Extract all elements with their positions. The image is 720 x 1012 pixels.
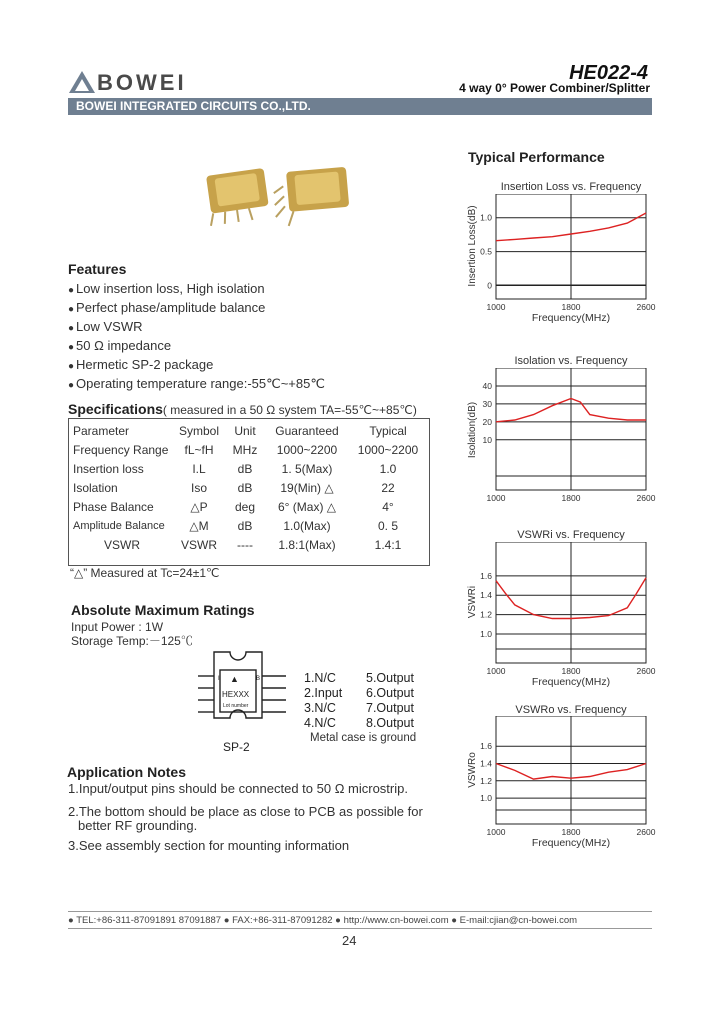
table-cell: 1.0(Max) xyxy=(283,518,331,533)
table-header: Typical xyxy=(369,423,407,438)
x-tick-label: 1000 xyxy=(486,827,506,837)
x-tick-label: 1800 xyxy=(561,827,581,837)
logo-icon xyxy=(68,70,96,94)
table-cell: dB xyxy=(237,461,253,476)
pin-label: 1.N/C xyxy=(304,671,336,685)
app-note-1: 1.Input/output pins should be connected to 50 Ω microstrip. xyxy=(68,781,408,796)
company-name: BOWEI INTEGRATED CIRCUITS CO.,LTD. xyxy=(76,99,311,113)
list-item: ● Low insertion loss, High isolation xyxy=(68,280,325,299)
footer-fax: FAX:+86-311-87091282 xyxy=(232,915,333,926)
vswro-chart xyxy=(455,716,665,866)
x-tick-label: 1000 xyxy=(486,666,506,676)
table-cell: 1.4:1 xyxy=(374,537,402,552)
chart-title: VSWRo vs. Frequency xyxy=(515,704,627,716)
footer-divider-top xyxy=(68,911,652,912)
ratings-list xyxy=(71,620,193,648)
app-note-2-cont: better RF grounding. xyxy=(78,818,198,833)
y-axis-label: Insertion Loss(dB) xyxy=(467,205,478,287)
x-tick-label: 1000 xyxy=(486,493,506,503)
svg-text:B: B xyxy=(256,676,261,682)
chart-title: Insertion Loss vs. Frequency xyxy=(500,181,642,193)
table-cell: I.L xyxy=(192,461,206,476)
table-cell: 1000~2200 xyxy=(357,442,419,457)
bullet-icon: ● xyxy=(451,915,460,926)
storage-temp: Storage Temp:－125℃ xyxy=(71,634,193,648)
pin-label: 7.Output xyxy=(366,701,414,715)
table-cell: 4° xyxy=(382,499,394,514)
table-cell: △M xyxy=(189,518,209,533)
app-notes-title: Application Notes xyxy=(67,764,187,780)
isolation-chart xyxy=(455,368,665,510)
table-cell: Isolation xyxy=(73,480,118,495)
list-item: ● Operating temperature range:-55℃~+85℃ xyxy=(68,375,325,394)
spec-table xyxy=(71,421,427,554)
footer-email[interactable]: E-mail:cjian@cn-bowei.com xyxy=(459,915,578,926)
list-item: ● Hermetic SP-2 package xyxy=(68,356,325,375)
y-tick-label: 0 xyxy=(487,280,492,291)
table-cell: 6° (Max) △ xyxy=(277,499,337,514)
package-label: SP-2 xyxy=(223,740,250,754)
table-header-row xyxy=(71,421,427,440)
y-tick-label: 1.4 xyxy=(480,590,492,601)
table-cell: Frequency Range xyxy=(73,442,169,457)
y-tick-label: 1.6 xyxy=(480,741,492,752)
y-tick-label: 1.0 xyxy=(480,793,492,804)
x-tick-label: 1000 xyxy=(486,302,506,312)
table-row xyxy=(71,497,427,516)
bullet-icon: ● xyxy=(335,915,344,926)
vswri-chart xyxy=(455,542,665,694)
table-cell: 19(Min) △ xyxy=(280,480,334,495)
footer-web[interactable]: http://www.cn-bowei.com xyxy=(343,915,449,926)
table-cell: 22 xyxy=(381,480,395,495)
x-tick-label: 1800 xyxy=(561,666,581,676)
spec-heading xyxy=(68,401,417,419)
y-tick-label: 0.5 xyxy=(480,246,492,257)
table-cell: VSWR xyxy=(181,537,217,552)
footer-contacts xyxy=(68,915,577,926)
table-cell: 0. 5 xyxy=(377,518,398,533)
table-row xyxy=(71,516,427,535)
bullet-icon: ● xyxy=(68,915,77,926)
features-list xyxy=(68,280,325,394)
chart-title: VSWRi vs. Frequency xyxy=(517,529,625,541)
list-item: ● 50 Ω impedance xyxy=(68,337,325,356)
x-tick-label: 1800 xyxy=(561,493,581,503)
footer-divider-bottom xyxy=(68,928,652,929)
ratings-title: Absolute Maximum Ratings xyxy=(71,602,255,618)
bullet-icon: ● xyxy=(223,915,233,926)
y-tick-label: 1.2 xyxy=(480,775,492,786)
typical-performance-title: Typical Performance xyxy=(468,149,605,165)
table-cell: 1. 5(Max) xyxy=(281,461,333,476)
table-cell: dB xyxy=(237,480,253,495)
spec-title: Specifications xyxy=(68,401,163,417)
x-axis-label: Frequency(MHz) xyxy=(531,676,611,688)
pin-label: 3.N/C xyxy=(304,701,336,715)
x-tick-label: 2600 xyxy=(636,493,656,503)
table-cell: 1000~2200 xyxy=(276,442,338,457)
spec-footnote: “△” Measured at Tc=24±1℃ xyxy=(70,566,220,580)
table-header: Parameter xyxy=(73,423,130,438)
svg-text:▲: ▲ xyxy=(230,674,239,684)
pin-label: 6.Output xyxy=(366,686,414,700)
y-axis-label: VSWRo xyxy=(467,752,478,788)
table-row xyxy=(71,535,427,554)
y-tick-label: 10 xyxy=(482,434,492,445)
page-number: 24 xyxy=(342,933,357,948)
table-header: Guaranteed xyxy=(275,423,339,438)
table-cell: VSWR xyxy=(104,537,140,552)
y-tick-label: 30 xyxy=(482,398,492,409)
table-cell: ---- xyxy=(237,537,253,552)
y-tick-label: 1.0 xyxy=(480,628,492,639)
app-note-2: 2.The bottom should be place as close to PCB as possible for xyxy=(68,804,423,819)
table-cell: Amplitude Balance xyxy=(73,519,165,532)
company-bar xyxy=(68,98,652,115)
pin-label: 2.Input xyxy=(304,686,343,700)
table-cell: deg xyxy=(234,499,256,514)
x-tick-label: 2600 xyxy=(636,302,656,312)
table-cell: dB xyxy=(237,518,253,533)
pin-label: 8.Output xyxy=(366,716,414,730)
x-axis-label: Frequency(MHz) xyxy=(531,837,611,849)
chip-marking: HEXXX xyxy=(222,690,250,699)
logo-text: BOWEI xyxy=(97,70,187,95)
spec-table-frame xyxy=(68,418,430,566)
product-description: 4 way 0° Power Combiner/Splitter xyxy=(459,81,650,95)
table-header: Symbol xyxy=(178,423,219,438)
x-tick-label: 1800 xyxy=(561,302,581,312)
y-tick-label: 1.6 xyxy=(480,570,492,581)
table-cell: 1.0 xyxy=(379,461,397,476)
chart-title: Isolation vs. Frequency xyxy=(514,355,628,367)
table-row xyxy=(71,440,427,459)
footer-tel: TEL:+86-311-87091891 87091887 xyxy=(76,915,222,926)
product-photo xyxy=(198,166,358,234)
pin-label: 5.Output xyxy=(366,671,414,685)
y-tick-label: 20 xyxy=(482,416,492,427)
y-axis-label: Isolation(dB) xyxy=(467,401,478,459)
pins-left xyxy=(304,671,342,731)
list-item: ● Low VSWR xyxy=(68,318,325,337)
svg-text:I: I xyxy=(218,676,220,682)
list-item: ● Perfect phase/amplitude balance xyxy=(68,299,325,318)
table-cell: fL~fH xyxy=(184,442,214,457)
part-number: HE022-4 xyxy=(569,62,648,84)
table-cell: △P xyxy=(190,499,208,514)
features-title: Features xyxy=(68,261,127,277)
case-note: Metal case is ground xyxy=(310,732,417,744)
y-tick-label: 40 xyxy=(482,380,492,391)
table-cell: Phase Balance xyxy=(73,499,154,514)
y-tick-label: 1.2 xyxy=(480,609,492,620)
table-cell: Insertion loss xyxy=(73,461,144,476)
y-axis-label: VSWRi xyxy=(467,585,478,619)
y-tick-label: 1.0 xyxy=(480,212,492,223)
app-note-3: 3.See assembly section for mounting information xyxy=(68,838,350,853)
table-row xyxy=(71,459,427,478)
chip-lot: Lot number xyxy=(223,703,249,709)
table-header: Unit xyxy=(234,423,256,438)
table-cell: MHz xyxy=(232,442,258,457)
insertion-loss-chart xyxy=(455,194,665,344)
input-power: Input Power : 1W xyxy=(71,620,164,634)
x-tick-label: 2600 xyxy=(636,666,656,676)
x-axis-label: Frequency(MHz) xyxy=(531,312,611,324)
x-tick-label: 2600 xyxy=(636,827,656,837)
y-tick-label: 1.4 xyxy=(480,758,492,769)
table-row xyxy=(71,478,427,497)
pin-label: 4.N/C xyxy=(304,716,336,730)
spec-subtitle: ( measured in a 50 Ω system TA=-55℃~+85℃) xyxy=(162,403,417,417)
table-cell: Iso xyxy=(190,480,207,495)
table-cell: 1.8:1(Max) xyxy=(278,537,336,552)
pins-right xyxy=(366,671,414,731)
